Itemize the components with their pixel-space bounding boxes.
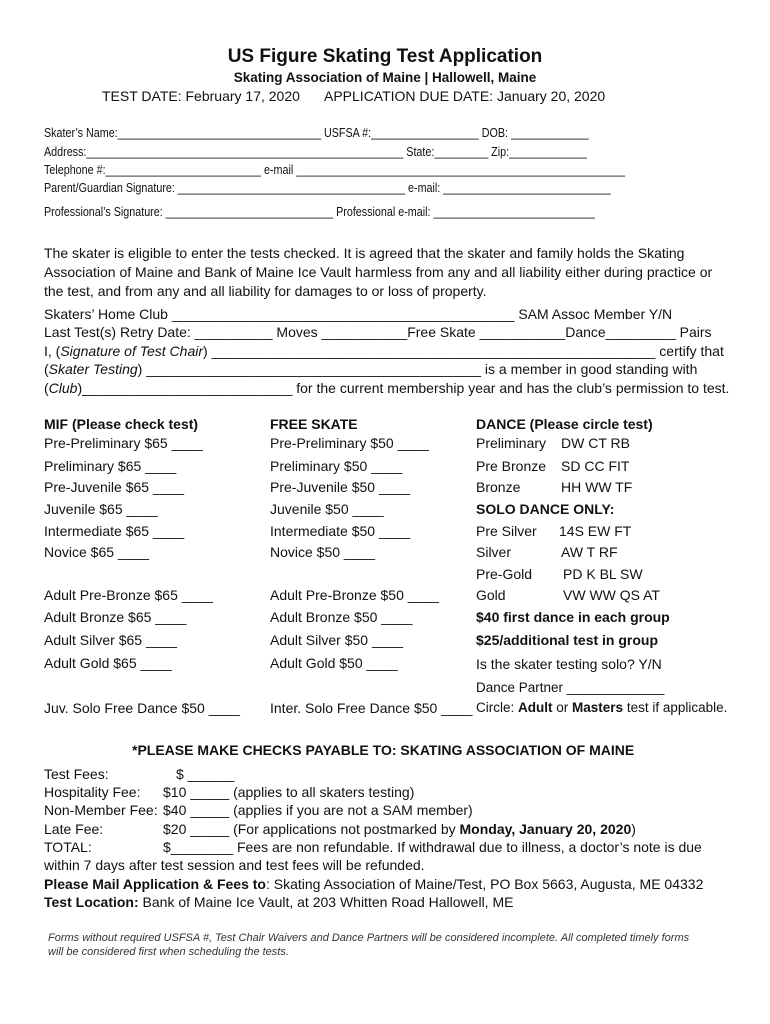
free-skate-item[interactable]: Inter. Solo Free Dance $50 ____ — [270, 700, 473, 716]
parent-signature-line[interactable]: Parent/Guardian Signature: ______________________________________ e-mail: ____________________________ — [44, 181, 611, 195]
test-fees-label: Test Fees: — [44, 766, 109, 782]
mif-item[interactable]: Adult Gold $65 ____ — [44, 655, 172, 671]
club-line[interactable]: (Club)___________________________ for the current membership year and has the club’s permission to test. — [44, 380, 730, 396]
total-label: TOTAL: — [44, 839, 92, 855]
free-skate-item[interactable]: Adult Pre-Bronze $50 ____ — [270, 587, 439, 603]
home-club-line[interactable]: Skaters’ Home Club ____________________________________________ SAM Assoc Member Y/N — [44, 306, 673, 322]
mif-item[interactable]: Adult Silver $65 ____ — [44, 632, 178, 648]
dance-tests[interactable]: 14S EW FT — [559, 523, 632, 539]
test-date: TEST DATE: February 17, 2020 — [102, 88, 300, 104]
dance-tests[interactable]: HH WW TF — [561, 479, 633, 495]
dance-level: Pre-Gold — [476, 566, 533, 582]
mif-item[interactable]: Adult Bronze $65 ____ — [44, 609, 187, 625]
mif-item[interactable]: Pre-Juvenile $65 ____ — [44, 479, 185, 495]
dance-tests[interactable]: SD CC FIT — [561, 458, 630, 474]
mail-to-line: Please Mail Application & Fees to: Skating Association of Maine/Test, PO Box 5663, Augusta, ME 04332 — [44, 876, 704, 892]
dance-level: Bronze — [476, 479, 521, 495]
nonmember-fee-label: Non-Member Fee: — [44, 802, 158, 818]
test-location-line: Test Location: Bank of Maine Ice Vault, at 203 Whitten Road Hallowell, ME — [44, 894, 514, 910]
dance-heading: DANCE (Please circle test) — [476, 416, 653, 432]
free-skate-item[interactable]: Adult Silver $50 ____ — [270, 632, 404, 648]
mif-item[interactable]: Juv. Solo Free Dance $50 ____ — [44, 700, 240, 716]
free-skate-item[interactable]: Pre-Preliminary $50 ____ — [270, 435, 429, 451]
free-skate-item[interactable]: Adult Gold $50 ____ — [270, 655, 398, 671]
refund-line: within 7 days after test session and test fees will be refunded. — [44, 857, 425, 873]
test-fees-value[interactable]: $ ______ — [176, 766, 235, 782]
mif-item[interactable]: Preliminary $65 ____ — [44, 458, 177, 474]
free-skate-item[interactable]: Preliminary $50 ____ — [270, 458, 403, 474]
dance-level: Pre Bronze — [476, 458, 547, 474]
hospitality-fee-value[interactable]: $10 _____ (applies to all skaters testing) — [163, 784, 415, 800]
nonmember-fee-value[interactable]: $40 _____ (applies if you are not a SAM member) — [163, 802, 473, 818]
agreement-line-1: The skater is eligible to enter the tests checked. It is agreed that the skater and family holds the Skating — [44, 245, 685, 261]
circle-level-line[interactable]: Circle: Adult or Masters test if applicable. — [476, 700, 728, 715]
dance-level: Preliminary — [476, 435, 547, 451]
mif-item[interactable]: Intermediate $65 ____ — [44, 523, 185, 539]
agreement-line-3: the test, and from any and all liability for damages to or loss of property. — [44, 283, 487, 299]
professional-signature-line[interactable]: Professional’s Signature: ____________________________ Professional e-mail: ___________________________ — [44, 205, 595, 219]
free-skate-item[interactable]: Pre-Juvenile $50 ____ — [270, 479, 411, 495]
telephone-line[interactable]: Telephone #:__________________________ e-mail _______________________________________________________ — [44, 163, 626, 177]
dance-partner-line[interactable]: Dance Partner _____________ — [476, 680, 665, 695]
page-title: US Figure Skating Test Application — [227, 46, 543, 67]
free-skate-heading: FREE SKATE — [270, 416, 358, 432]
late-fee-label: Late Fee: — [44, 821, 104, 837]
skater-name-line[interactable]: Skater’s Name:__________________________________ USFSA #:__________________ DOB: _____________ — [44, 126, 589, 140]
free-skate-item[interactable]: Intermediate $50 ____ — [270, 523, 411, 539]
solo-question[interactable]: Is the skater testing solo? Y/N — [476, 656, 662, 672]
dance-level: Pre Silver — [476, 523, 537, 539]
association-subtitle: Skating Association of Maine | Hallowell, Maine — [233, 70, 537, 85]
dance-tests[interactable]: VW WW QS AT — [563, 587, 660, 603]
application-due-date: APPLICATION DUE DATE: January 20, 2020 — [324, 88, 606, 104]
free-skate-item[interactable]: Adult Bronze $50 ____ — [270, 609, 413, 625]
additional-test-fee: $25/additional test in group — [476, 632, 659, 648]
dance-level: Silver — [476, 544, 512, 560]
mif-item[interactable]: Pre-Preliminary $65 ____ — [44, 435, 203, 451]
dance-tests[interactable]: PD K BL SW — [563, 566, 643, 582]
footnote-line-1: Forms without required USFSA #, Test Chair Waivers and Dance Partners will be considered incomplete. All completed timely forms — [48, 932, 690, 944]
solo-dance-heading: SOLO DANCE ONLY: — [476, 501, 615, 517]
agreement-line-2: Association of Maine and Bank of Maine Ice Vault harmless from any and all liability either during practice or — [44, 264, 713, 280]
dance-tests[interactable]: DW CT RB — [561, 435, 630, 451]
late-fee-value[interactable]: $20 _____ (For applications not postmarked by Monday, January 20, 2020) — [163, 821, 636, 837]
dance-tests[interactable]: AW T RF — [561, 544, 618, 560]
mif-item[interactable]: Juvenile $65 ____ — [44, 501, 158, 517]
hospitality-fee-label: Hospitality Fee: — [44, 784, 141, 800]
last-tests-line[interactable]: Last Test(s) Retry Date: __________ Moves ___________Free Skate ___________Dance_________ Pairs — [44, 324, 712, 340]
dance-level: Gold — [476, 587, 506, 603]
total-value[interactable]: $________ Fees are non refundable. If withdrawal due to illness, a doctor’s note is due — [163, 839, 702, 855]
footnote-line-2: will be considered first when scheduling the tests. — [48, 946, 289, 958]
free-skate-item[interactable]: Novice $50 ____ — [270, 544, 376, 560]
mif-item[interactable]: Novice $65 ____ — [44, 544, 150, 560]
checks-payable-notice: *PLEASE MAKE CHECKS PAYABLE TO: SKATING ASSOCIATION OF MAINE — [132, 742, 635, 758]
test-chair-certify-line[interactable]: I, (Signature of Test Chair) _________________________________________________________ certify that — [44, 343, 724, 359]
mif-item[interactable]: Adult Pre-Bronze $65 ____ — [44, 587, 213, 603]
free-skate-item[interactable]: Juvenile $50 ____ — [270, 501, 384, 517]
address-line[interactable]: Address:_____________________________________________________ State:_________ Zip:_____________ — [44, 145, 587, 159]
mif-heading: MIF (Please check test) — [44, 416, 199, 432]
skater-testing-line[interactable]: (Skater Testing) ___________________________________________ is a member in good standing with — [44, 361, 698, 377]
first-dance-fee: $40 first dance in each group — [476, 609, 670, 625]
